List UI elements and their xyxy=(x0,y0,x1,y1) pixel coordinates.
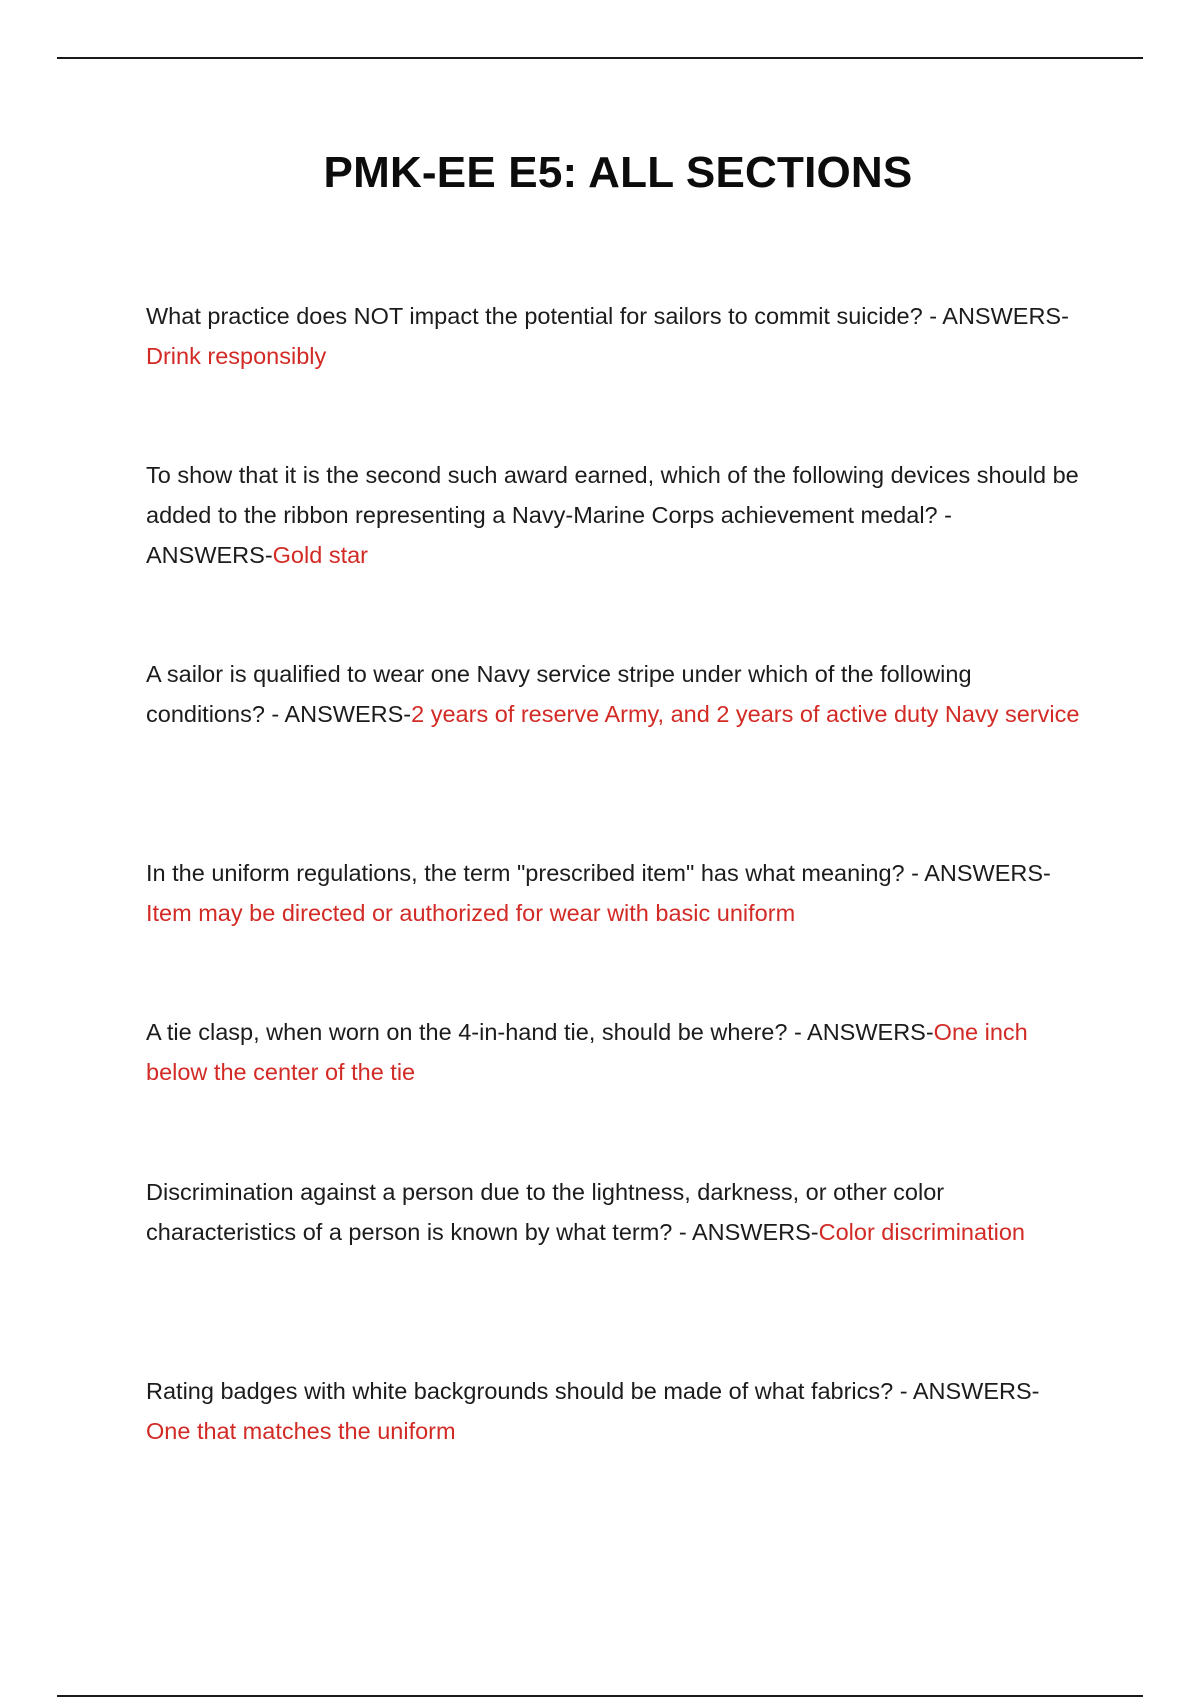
qa-item-1 xyxy=(146,296,1080,376)
qa-item-4 xyxy=(146,853,1080,933)
question-text: To show that it is the second such award earned, which of the following devices should be added to the ribbon representing a Navy-Marine Corps achievement medal? - ANSWERS- xyxy=(146,462,1079,568)
answer-text: Gold star xyxy=(272,542,368,568)
question-text: Discrimination against a person due to the lightness, darkness, or other color characteristics of a person is known by what term? - ANSWERS- xyxy=(146,1179,945,1245)
answer-text: 2 years of reserve Army, and 2 years of active duty Navy service xyxy=(411,701,1080,727)
document-title: PMK-EE E5: ALL SECTIONS xyxy=(323,148,913,197)
qa-item-2 xyxy=(146,455,1080,575)
qa-item-7 xyxy=(146,1371,1080,1451)
qa-item-5 xyxy=(146,1012,1080,1092)
answer-text: Drink responsibly xyxy=(146,343,327,369)
question-text: A sailor is qualified to wear one Navy service stripe under which of the following conditions? - ANSWERS- xyxy=(146,661,972,727)
bottom-rule xyxy=(57,1695,1143,1697)
answer-text: One inch below the center of the tie xyxy=(146,1019,1028,1085)
top-rule xyxy=(57,57,1143,59)
qa-item-3 xyxy=(146,654,1080,734)
question-text: Rating badges with white backgrounds should be made of what fabrics? - ANSWERS- xyxy=(146,1378,1040,1404)
question-text: A tie clasp, when worn on the 4-in-hand tie, should be where? - ANSWERS- xyxy=(146,1019,934,1045)
question-text: In the uniform regulations, the term "prescribed item" has what meaning? - ANSWERS- xyxy=(146,860,1051,886)
answer-text: One that matches the uniform xyxy=(146,1418,456,1444)
answer-text: Item may be directed or authorized for wear with basic uniform xyxy=(146,900,796,926)
qa-item-6 xyxy=(146,1172,1080,1252)
answer-text: Color discrimination xyxy=(818,1219,1025,1245)
question-text: What practice does NOT impact the potential for sailors to commit suicide? - ANSWERS- xyxy=(146,303,1069,329)
